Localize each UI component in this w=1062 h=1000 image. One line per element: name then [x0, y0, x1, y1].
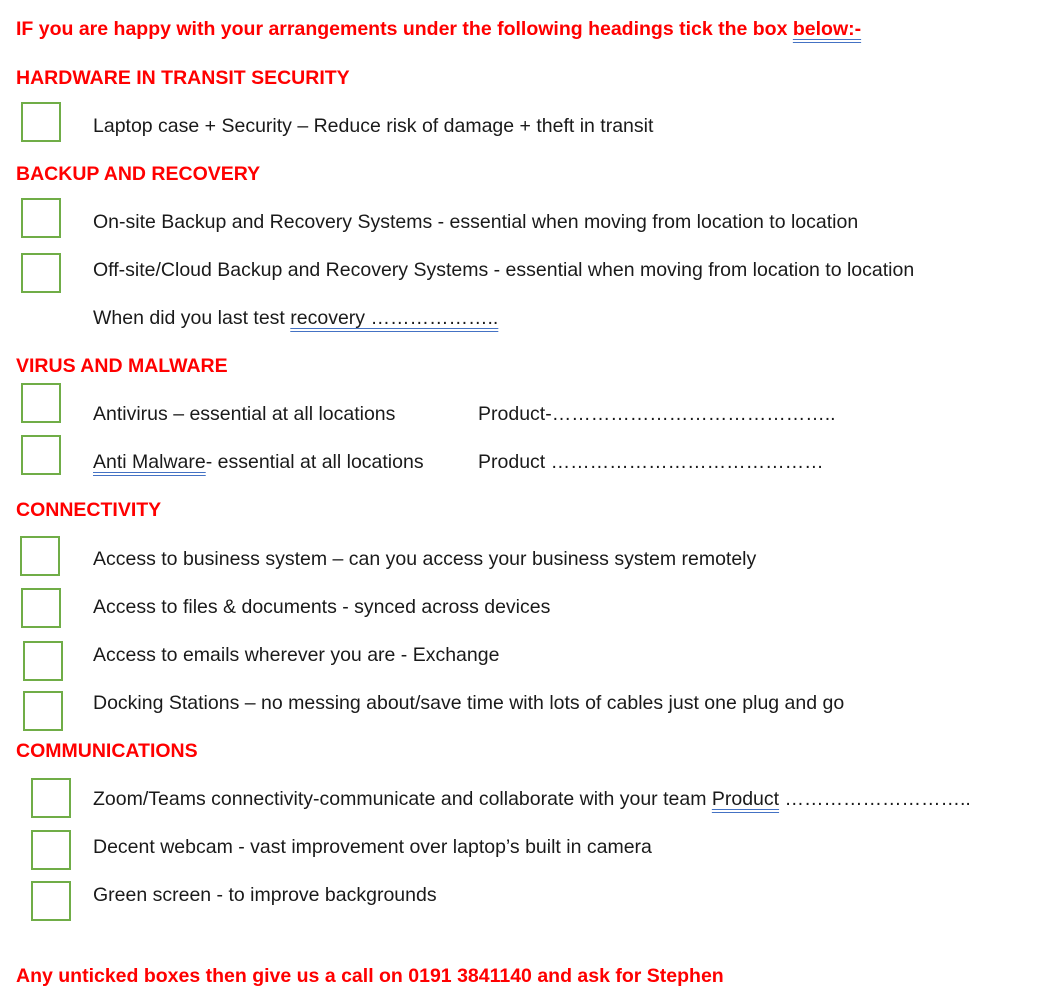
- recovery-test-line: [93, 307, 498, 330]
- heading-connectivity: CONNECTIVITY: [16, 499, 162, 521]
- item-zoom-teams: [93, 788, 971, 811]
- item-antimalware: [93, 451, 424, 474]
- checkbox-offsite-backup[interactable]: [21, 253, 61, 293]
- checkbox-docking-stations[interactable]: [23, 691, 63, 731]
- intro-text: IF you are happy with your arrangements under the following headings tick the box: [16, 18, 793, 40]
- recovery-test-field[interactable]: recovery ………………..: [290, 307, 499, 329]
- recovery-test-prefix: When did you last test: [93, 307, 291, 329]
- intro-below-link: below:-: [792, 18, 862, 40]
- checkbox-business-system[interactable]: [20, 536, 60, 576]
- checkbox-antimalware[interactable]: [21, 435, 61, 475]
- antimalware-label-underlined: Anti Malware: [93, 451, 206, 473]
- item-files-documents: Access to files & documents - synced across devices: [93, 596, 551, 618]
- heading-communications: COMMUNICATIONS: [16, 740, 198, 762]
- checkbox-onsite-backup[interactable]: [21, 198, 61, 238]
- heading-virus: VIRUS AND MALWARE: [16, 355, 228, 377]
- item-antivirus: Antivirus – essential at all locations: [93, 403, 396, 425]
- item-green-screen: Green screen - to improve backgrounds: [93, 884, 437, 906]
- antimalware-label-rest: - essential at all locations: [205, 451, 424, 473]
- zoom-teams-product-field[interactable]: ………………………..: [779, 788, 971, 810]
- zoom-teams-product-label: Product: [711, 788, 780, 810]
- checkbox-zoom-teams[interactable]: [31, 778, 71, 818]
- checkbox-green-screen[interactable]: [31, 881, 71, 921]
- item-business-system: Access to business system – can you access your business system remotely: [93, 548, 757, 570]
- footer-call-to-action: Any unticked boxes then give us a call on 0191 3841140 and ask for Stephen: [16, 965, 724, 987]
- checkbox-laptop-case[interactable]: [21, 102, 61, 142]
- zoom-teams-label: Zoom/Teams connectivity-communicate and collaborate with your team: [93, 788, 712, 810]
- intro-line: [16, 18, 861, 41]
- antimalware-product-field[interactable]: Product ……………………………………: [478, 451, 824, 473]
- item-offsite-backup: Off-site/Cloud Backup and Recovery Systems - essential when moving from location to location: [93, 259, 915, 281]
- item-webcam: Decent webcam - vast improvement over laptop’s built in camera: [93, 836, 652, 858]
- checkbox-files-documents[interactable]: [21, 588, 61, 628]
- heading-backup: BACKUP AND RECOVERY: [16, 163, 261, 185]
- antivirus-product-field[interactable]: Product-……………………………………..: [478, 403, 836, 425]
- item-emails: Access to emails wherever you are - Exchange: [93, 644, 500, 666]
- item-laptop-case: Laptop case + Security – Reduce risk of damage + theft in transit: [93, 115, 654, 137]
- heading-hardware: HARDWARE IN TRANSIT SECURITY: [16, 67, 350, 89]
- checkbox-emails[interactable]: [23, 641, 63, 681]
- item-onsite-backup: On-site Backup and Recovery Systems - essential when moving from location to location: [93, 211, 859, 233]
- checkbox-antivirus[interactable]: [21, 383, 61, 423]
- item-docking-stations: Docking Stations – no messing about/save time with lots of cables just one plug and go: [93, 692, 845, 714]
- checkbox-webcam[interactable]: [31, 830, 71, 870]
